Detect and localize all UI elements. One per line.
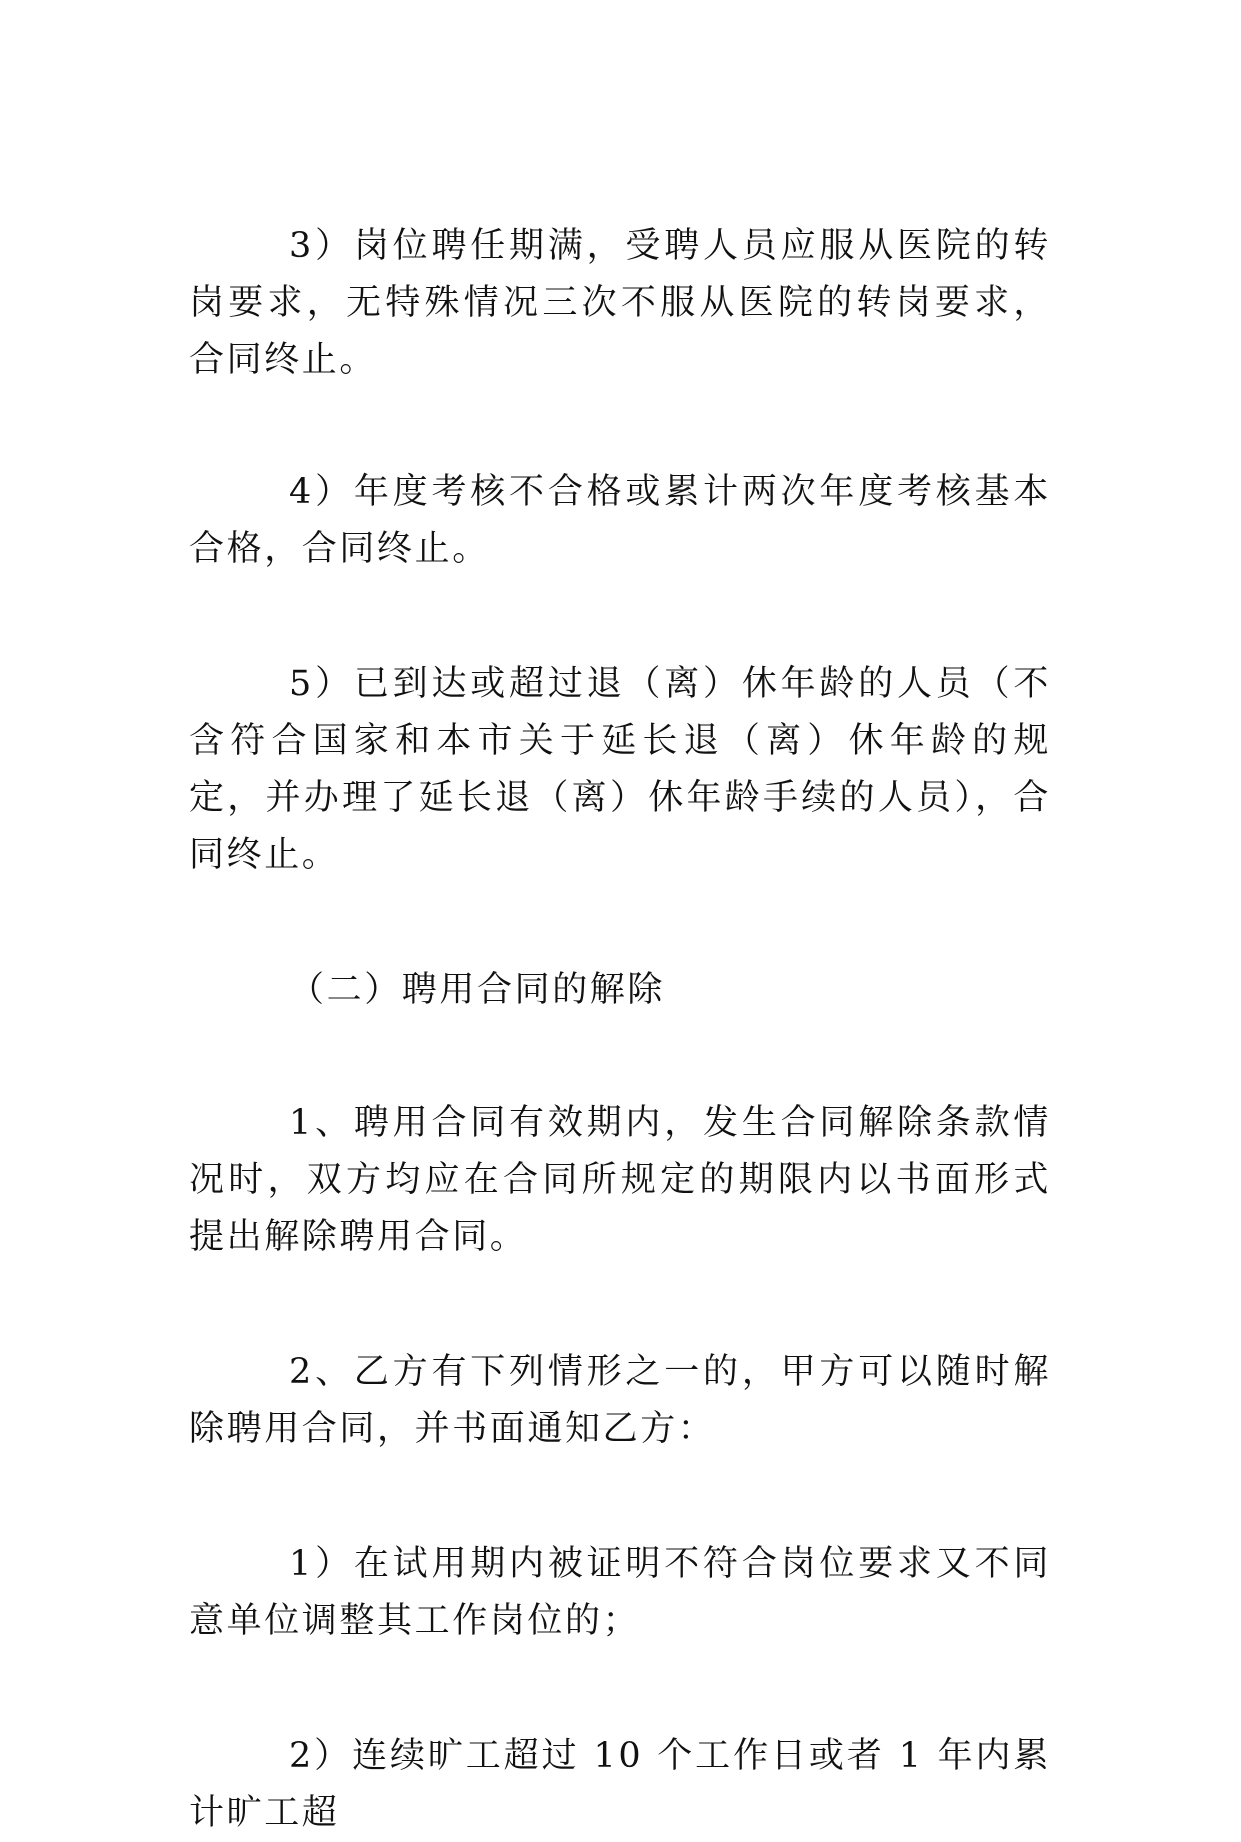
clause-4-paragraph: 4）年度考核不合格或累计两次年度考核基本合格，合同终止。 (189, 472, 1051, 569)
termination-item-1-paragraph: 1、聘用合同有效期内，发生合同解除条款情况时，双方均应在合同所规定的期限内以书面形式提出解除聘用合同。 (189, 1103, 1051, 1257)
sub-clause-1-paragraph: 1）在试用期内被证明不符合岗位要求又不同意单位调整其工作岗位的； (189, 1544, 1051, 1641)
section-heading: （二）聘用合同的解除 (289, 970, 666, 1010)
clause-3-paragraph: 3）岗位聘任期满，受聘人员应服从医院的转岗要求，无特殊情况三次不服从医院的转岗要求，合同终止。 (189, 226, 1051, 380)
document-body (189, 218, 1051, 1842)
clause-5-paragraph: 5）已到达或超过退（离）休年龄的人员（不含符合国家和本市关于延长退（离）休年龄的规定，并办理了延长退（离）休年龄手续的人员），合同终止。 (189, 664, 1051, 875)
sub-clause-2-paragraph: 2）连续旷工超过 10 个工作日或者 1 年内累计旷工超 (189, 1736, 1051, 1833)
termination-item-2-paragraph: 2、乙方有下列情形之一的，甲方可以随时解除聘用合同，并书面通知乙方： (189, 1352, 1051, 1449)
